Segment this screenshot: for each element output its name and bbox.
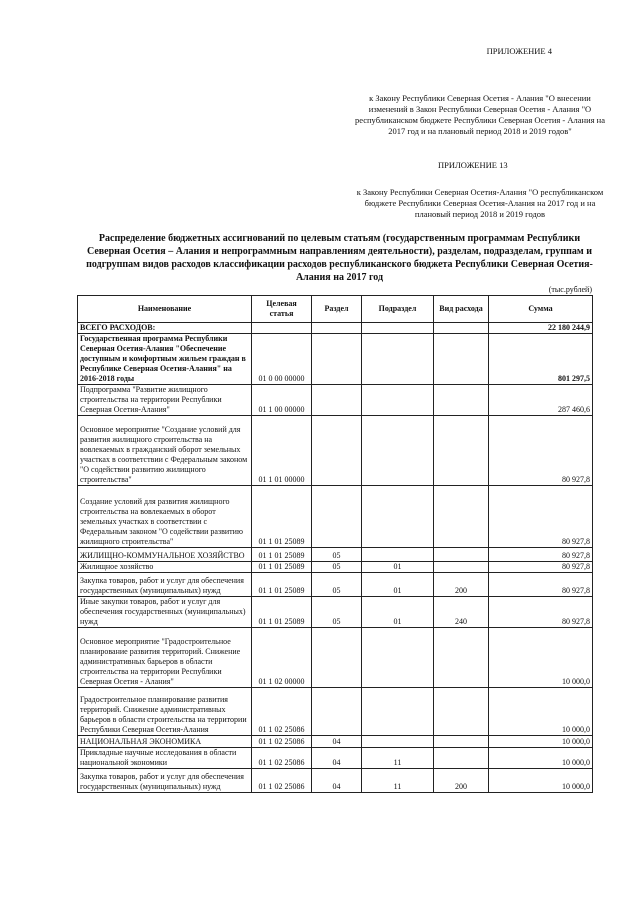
cell-expense-type <box>434 628 489 688</box>
header-section: Раздел <box>312 296 362 323</box>
appendix-13-title: ПРИЛОЖЕНИЕ 13 <box>438 160 508 170</box>
cell-amount: 10 000,0 <box>489 628 593 688</box>
cell-name: Создание условий для развития жилищного строительства на вовлекаемых в оборот земельных участках в соответствии с Федеральным законом "О содействии развитию жилищного строительства" <box>78 486 252 548</box>
cell-target: 01 1 02 00000 <box>252 628 312 688</box>
table-row <box>78 748 593 769</box>
cell-target: 01 1 02 25086 <box>252 736 312 748</box>
table-row <box>78 334 593 385</box>
budget-table <box>77 295 593 793</box>
cell-subsection <box>362 736 434 748</box>
cell-amount: 10 000,0 <box>489 748 593 769</box>
table-row <box>78 416 593 486</box>
cell-expense-type <box>434 688 489 736</box>
cell-amount: 80 927,8 <box>489 562 593 573</box>
cell-subsection <box>362 628 434 688</box>
cell-section <box>312 323 362 334</box>
table-row <box>78 323 593 334</box>
cell-subsection: 01 <box>362 562 434 573</box>
cell-target: 01 0 00 00000 <box>252 334 312 385</box>
header-name: Наименование <box>78 296 252 323</box>
cell-expense-type <box>434 323 489 334</box>
cell-target: 01 1 01 25089 <box>252 597 312 628</box>
cell-target: 01 1 02 25086 <box>252 769 312 793</box>
table-row <box>78 562 593 573</box>
cell-expense-type <box>434 486 489 548</box>
cell-expense-type <box>434 748 489 769</box>
cell-target <box>252 323 312 334</box>
cell-amount: 80 927,8 <box>489 597 593 628</box>
cell-subsection <box>362 688 434 736</box>
cell-subsection: 11 <box>362 748 434 769</box>
cell-target: 01 1 00 00000 <box>252 385 312 416</box>
cell-target: 01 1 01 25089 <box>252 486 312 548</box>
cell-name: Градостроительное планирование развития территорий. Снижение административных барьеров в области строительства на территории Республики Северная Осетия-Алания <box>78 688 252 736</box>
cell-expense-type <box>434 562 489 573</box>
cell-amount: 801 297,5 <box>489 334 593 385</box>
cell-target: 01 1 01 25089 <box>252 548 312 562</box>
cell-expense-type <box>434 548 489 562</box>
appendix-4-reference: к Закону Республики Северная Осетия - Алания "О внесении изменений в Закон Республики Северная Осетия - Алания "О республиканском бюджете Республики Северная Осетия - Алания на 2017 год и на плановый период 2018 и 2019 годов" <box>355 93 605 136</box>
cell-subsection <box>362 323 434 334</box>
cell-name: Прикладные научные исследования в области национальной экономики <box>78 748 252 769</box>
cell-target: 01 1 01 25089 <box>252 573 312 597</box>
cell-name: Государственная программа Республики Северная Осетия-Алания "Обеспечение доступным и комфортным жильем граждан в Республике Северная Осетия-Алания" на 2016-2018 годы <box>78 334 252 385</box>
cell-section: 05 <box>312 562 362 573</box>
cell-name: Основное мероприятие "Создание условий для развития жилищного строительства на вовлекаемых в гражданский оборот земельных участках в соответствии с Федеральным законом "О содействии развитию жилищного строительства" <box>78 416 252 486</box>
table-row <box>78 486 593 548</box>
header-subsection: Подраздел <box>362 296 434 323</box>
cell-name: Закупка товаров, работ и услуг для обеспечения государственных (муниципальных) нужд <box>78 769 252 793</box>
document-title: Распределение бюджетных ассигнований по целевым статьям (государственным программам Республики Северная Осетия – Алания и непрограммным направлениям деятельности), разделам, подразделам, группам и подгруппам видов расходов классификации расходов республиканского бюджета Республики Северная Осетия-Алания на 2017 год <box>86 233 593 283</box>
cell-name: Иные закупки товаров, работ и услуг для обеспечения государственных (муниципальных) нужд <box>78 597 252 628</box>
header-expense-type: Вид расхода <box>434 296 489 323</box>
header-amount: Сумма <box>489 296 593 323</box>
cell-subsection <box>362 548 434 562</box>
units-label: (тыс.рублей) <box>548 285 592 294</box>
cell-name: ЖИЛИЩНО-КОММУНАЛЬНОЕ ХОЗЯЙСТВО <box>78 548 252 562</box>
cell-expense-type <box>434 385 489 416</box>
cell-amount: 10 000,0 <box>489 688 593 736</box>
table-row <box>78 688 593 736</box>
cell-target: 01 1 01 25089 <box>252 562 312 573</box>
cell-amount: 80 927,8 <box>489 573 593 597</box>
cell-expense-type: 240 <box>434 597 489 628</box>
table-header-row <box>78 296 593 323</box>
table-row <box>78 769 593 793</box>
cell-section: 04 <box>312 736 362 748</box>
cell-name: Закупка товаров, работ и услуг для обеспечения государственных (муниципальных) нужд <box>78 573 252 597</box>
cell-section: 05 <box>312 573 362 597</box>
cell-section <box>312 486 362 548</box>
cell-subsection: 01 <box>362 597 434 628</box>
cell-name: Основное мероприятие "Градостроительное планирование развития территорий. Снижение административных барьеров в области строительства на территории Республики Северная Осетия - Алания" <box>78 628 252 688</box>
cell-target: 01 1 02 25086 <box>252 748 312 769</box>
table-row <box>78 385 593 416</box>
appendix-4-title: ПРИЛОЖЕНИЕ 4 <box>486 46 552 56</box>
table-row <box>78 736 593 748</box>
cell-expense-type: 200 <box>434 573 489 597</box>
cell-name: ВСЕГО РАСХОДОВ: <box>78 323 252 334</box>
cell-section <box>312 334 362 385</box>
cell-expense-type <box>434 416 489 486</box>
cell-subsection: 11 <box>362 769 434 793</box>
header-target: Целевая статья <box>252 296 312 323</box>
cell-subsection <box>362 385 434 416</box>
table-row <box>78 597 593 628</box>
cell-subsection <box>362 416 434 486</box>
cell-section <box>312 688 362 736</box>
cell-section <box>312 416 362 486</box>
cell-section: 05 <box>312 548 362 562</box>
cell-amount: 287 460,6 <box>489 385 593 416</box>
cell-name: НАЦИОНАЛЬНАЯ ЭКОНОМИКА <box>78 736 252 748</box>
cell-section: 04 <box>312 769 362 793</box>
cell-expense-type <box>434 334 489 385</box>
table-body <box>78 323 593 793</box>
cell-amount: 10 000,0 <box>489 769 593 793</box>
table-row <box>78 548 593 562</box>
cell-section <box>312 385 362 416</box>
cell-section: 04 <box>312 748 362 769</box>
cell-name: Жилищное хозяйство <box>78 562 252 573</box>
cell-name: Подпрограмма "Развитие жилищного строительства на территории Республики Северная Осетия-Алания" <box>78 385 252 416</box>
cell-target: 01 1 02 25086 <box>252 688 312 736</box>
cell-amount: 80 927,8 <box>489 416 593 486</box>
cell-subsection: 01 <box>362 573 434 597</box>
cell-subsection <box>362 334 434 385</box>
cell-expense-type <box>434 736 489 748</box>
cell-section <box>312 628 362 688</box>
cell-amount: 80 927,8 <box>489 486 593 548</box>
cell-section: 05 <box>312 597 362 628</box>
cell-target: 01 1 01 00000 <box>252 416 312 486</box>
cell-amount: 10 000,0 <box>489 736 593 748</box>
cell-amount: 22 180 244,9 <box>489 323 593 334</box>
table-row <box>78 573 593 597</box>
appendix-13-reference: к Закону Республики Северная Осетия-Алания "О республиканском бюджете Республики Северная Осетия-Алания на 2017 год и на плановый период 2018 и 2019 годов <box>356 187 604 219</box>
cell-amount: 80 927,8 <box>489 548 593 562</box>
cell-expense-type: 200 <box>434 769 489 793</box>
table-row <box>78 628 593 688</box>
cell-subsection <box>362 486 434 548</box>
